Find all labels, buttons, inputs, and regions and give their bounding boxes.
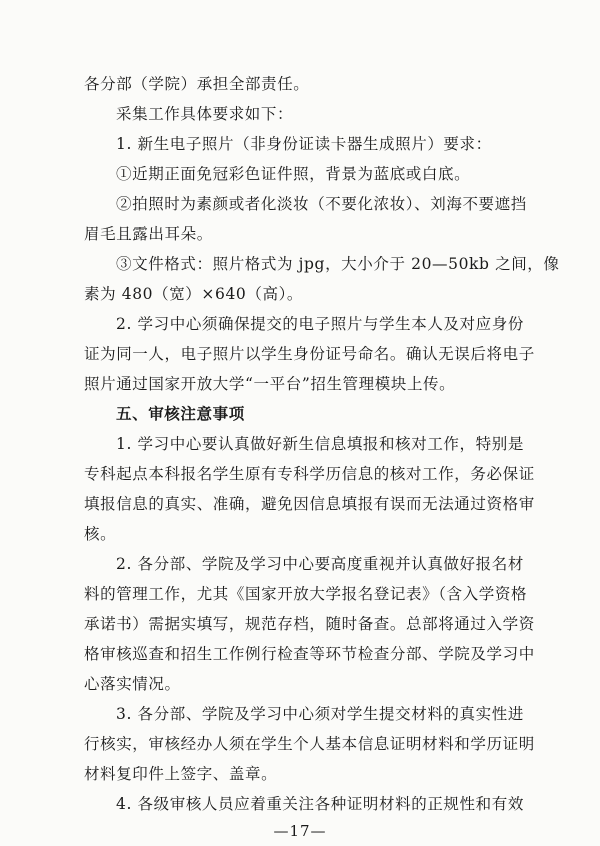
text-line: 4. 各级审核人员应着重关注各种证明材料的正规性和有效 (116, 795, 524, 813)
section-heading: 五、审核注意事项 (116, 404, 245, 423)
text-line: 证为同一人，电子照片以学生身份证号命名。确认无误后将电子 (84, 345, 535, 363)
text-line: 材料复印件上签字、盖章。 (84, 765, 278, 783)
page-number: —17— (273, 822, 327, 840)
text-line: 行核实，审核经办人须在学生个人基本信息证明材料和学历证明 (84, 735, 535, 753)
text-line: 素为 480（宽）×640（高）。 (84, 285, 304, 303)
text-line: ①近期正面免冠彩色证件照，背景为蓝底或白底。 (116, 165, 471, 183)
text-line: ③文件格式：照片格式为 jpg，大小介于 20—50kb 之间，像 (116, 255, 560, 273)
text-line: 各分部（学院）承担全部责任。 (84, 75, 310, 93)
text-line: 承诺书）需据实填写，规范存档，随时备查。总部将通过入学资 (84, 615, 535, 633)
text-line: 1. 学习中心要认真做好新生信息填报和核对工作，特别是 (116, 435, 524, 453)
text-line: 照片通过国家开放大学“一平台”招生管理模块上传。 (84, 375, 456, 393)
text-line: 核。 (84, 525, 117, 543)
text-line: 1. 新生电子照片（非身份证读卡器生成照片）要求： (116, 135, 492, 153)
text-line: 格审核巡查和招生工作例行检查等环节检查分部、学院及学习中 (84, 645, 535, 663)
text-line: 采集工作具体要求如下： (116, 105, 294, 123)
text-line: 料的管理工作，尤其《国家开放大学报名登记表》（含入学资格 (84, 585, 528, 603)
text-line: ②拍照时为素颜或者化淡妆（不要化浓妆）、刘海不要遮挡 (116, 195, 527, 213)
text-line: 眉毛且露出耳朵。 (84, 225, 213, 243)
text-line: 2. 各分部、学院及学习中心要高度重视并认真做好报名材 (116, 555, 524, 573)
text-line: 2. 学习中心须确保提交的电子照片与学生本人及对应身份 (116, 315, 524, 333)
text-line: 3. 各分部、学院及学习中心须对学生提交材料的真实性进 (116, 705, 524, 723)
text-line: 心落实情况。 (84, 675, 181, 693)
text-line: 专科起点本科报名学生原有专科学历信息的核对工作，务必保证 (84, 465, 535, 483)
text-line: 填报信息的真实、准确，避免因信息填报有误而无法通过资格审 (84, 495, 535, 513)
